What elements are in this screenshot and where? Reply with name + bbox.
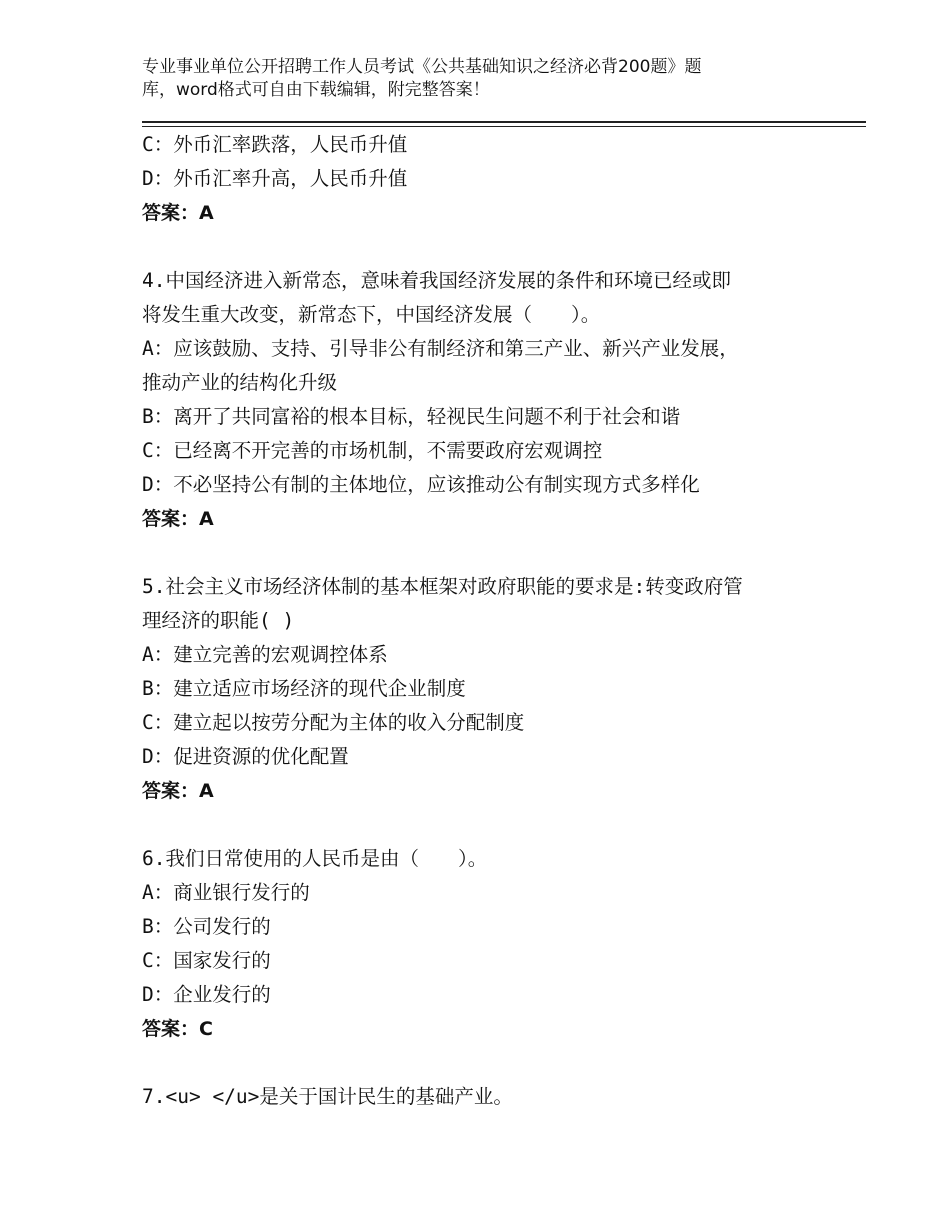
q5-answer: 答案：A: [142, 780, 214, 802]
q6-answer: 答案：C: [142, 1018, 213, 1040]
q7-stem: 7.<u> </u>是关于国计民生的基础产业。: [142, 1085, 513, 1108]
q4-option-a-line1: A：应该鼓励、支持、引导非公有制经济和第三产业、新兴产业发展，: [142, 337, 739, 360]
q3-option-d: D：外币汇率升高，人民币升值: [142, 167, 408, 190]
header-rule-thin: [142, 126, 866, 127]
header-title-line2: 库，word格式可自由下载编辑，附完整答案！: [142, 80, 490, 100]
q3-option-c: C：外币汇率跌落，人民币升值: [142, 133, 408, 156]
q5-option-d: D：促进资源的优化配置: [142, 745, 349, 768]
q5-stem-line2: 理经济的职能( ): [142, 609, 295, 632]
q4-option-b: B：离开了共同富裕的根本目标，轻视民生问题不利于社会和谐: [142, 405, 681, 428]
q4-option-a-line2: 推动产业的结构化升级: [142, 371, 338, 394]
q5-option-b: B：建立适应市场经济的现代企业制度: [142, 677, 466, 700]
header-rule-thick: [142, 121, 866, 123]
header-title-line1: 专业事业单位公开招聘工作人员考试《公共基础知识之经济必背200题》题: [142, 57, 702, 77]
q3-answer: 答案：A: [142, 202, 214, 224]
q4-option-d: D：不必坚持公有制的主体地位，应该推动公有制实现方式多样化: [142, 473, 700, 496]
q6-option-b: B：公司发行的: [142, 915, 271, 938]
q6-option-d: D：企业发行的: [142, 983, 271, 1006]
spacer: [142, 230, 866, 264]
q4-answer: 答案：A: [142, 508, 214, 530]
q5-option-c: C：建立起以按劳分配为主体的收入分配制度: [142, 711, 525, 734]
q5-option-a: A：建立完善的宏观调控体系: [142, 643, 388, 666]
q6-option-a: A：商业银行发行的: [142, 881, 310, 904]
question-content: [142, 128, 866, 1114]
spacer: [142, 536, 866, 570]
q6-option-c: C：国家发行的: [142, 949, 271, 972]
q4-stem-line2: 将发生重大改变，新常态下，中国经济发展（ ）。: [142, 303, 601, 326]
q6-stem: 6.我们日常使用的人民币是由（ ）。: [142, 847, 488, 870]
spacer: [142, 808, 866, 842]
q4-stem-line1: 4.中国经济进入新常态，意味着我国经济发展的条件和环境已经或即: [142, 269, 731, 292]
q4-option-c: C：已经离不开完善的市场机制，不需要政府宏观调控: [142, 439, 603, 462]
document-header: [142, 56, 782, 102]
spacer: [142, 1046, 866, 1080]
q5-stem-line1: 5.社会主义市场经济体制的基本框架对政府职能的要求是:转变政府管: [142, 575, 743, 598]
